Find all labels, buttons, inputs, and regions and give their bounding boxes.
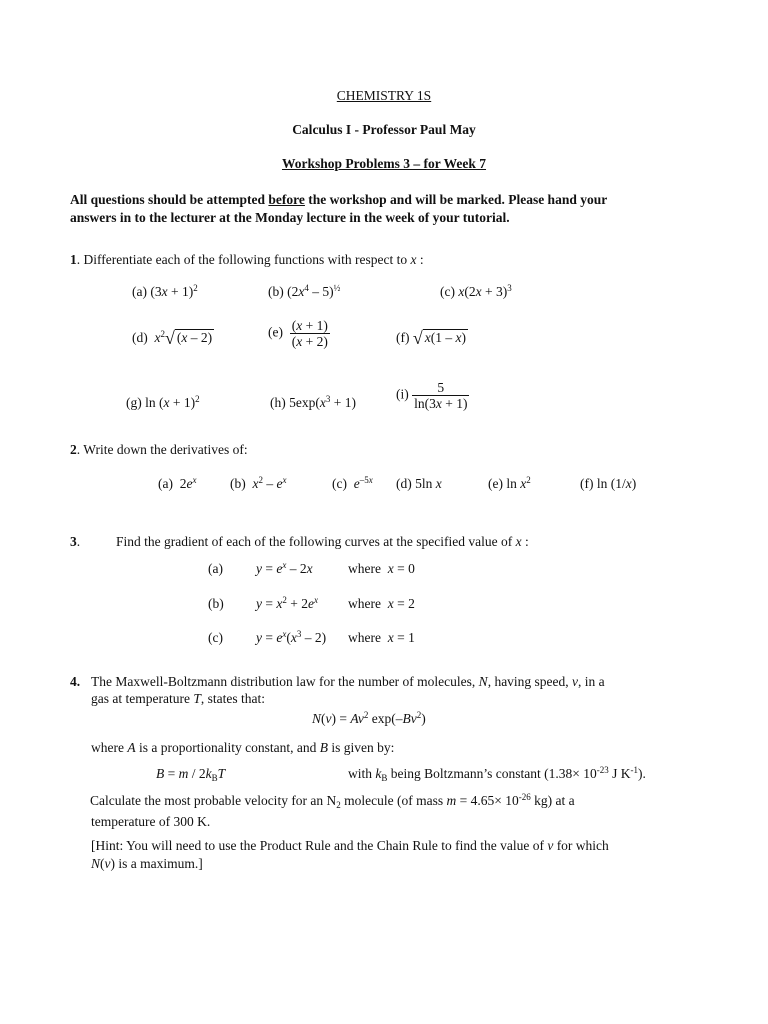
q4-boltzmann-constant: with $k_B$ being Boltzmann’s constant ($1.38\times 10^{-23}$ J $K^{-1}$). [348, 765, 646, 783]
q4-hint-line-1: [Hint: You will need to use the Product Rule and the Chain Rule to find the value of v for which [91, 838, 609, 853]
instructions-line-2: answers in to the lecturer at the Monday lecture in the week of your tutorial. [70, 210, 510, 225]
q3-number: 3. [70, 534, 81, 549]
course-title: CHEMISTRY 1S [336, 88, 432, 103]
q2-prompt: 2. Write down the derivatives of: [70, 442, 248, 457]
q3-b-cond: where x = 2 [348, 596, 415, 611]
worksheet-title: Workshop Problems 3 – for Week 7 [281, 156, 487, 171]
module-title: Calculus I - Professor Paul May [292, 122, 476, 137]
q4-where-line: where A is a proportionality constant, and B is given by: [91, 740, 395, 755]
q3-c-expr: $y = e^x(x^3 - 2)$ [256, 629, 327, 645]
q1-f: (f) √ x(1 – x) [396, 328, 467, 348]
q2-c: (c) $e^{-5x}$ [332, 475, 373, 491]
q3-prompt: Find the gradient of each of the following curves at the specified value of x : [116, 534, 529, 549]
q1-h: (h) $5\exp(x^3 + 1)$ [270, 394, 356, 410]
q3-b-label: (b) [208, 596, 224, 611]
q2-f: (f) ln (1/x) [580, 476, 637, 491]
q4-line-2: gas at temperature T, states that: [91, 691, 265, 706]
q1-d: (d) $x^2√$ (x – 2) [132, 328, 213, 348]
q2-e: (e) $\ln x^2$ [488, 475, 531, 491]
q2-b: (b) $x^2 - e^x$ [230, 475, 287, 491]
q1-prompt: 1. Differentiate each of the following functions with respect to x : [70, 252, 424, 267]
instructions-line-1: All questions should be attempted before the workshop and will be marked. Please hand your [70, 192, 608, 207]
q3-a-expr: $y = e^x - 2x$ [256, 560, 313, 576]
q1-i: (i) $\frac{5}{\ln(3x + 1)}$ [396, 380, 468, 411]
q4-line-1: The Maxwell-Boltzmann distribution law for the number of molecules, N, having speed, v, in a [91, 674, 605, 689]
q4-number: 4. [70, 674, 81, 689]
q3-c-cond: where x = 1 [348, 630, 415, 645]
q1-g: (g) $\ln (x + 1)^2$ [126, 394, 200, 410]
q3-a-cond: where x = 0 [348, 561, 415, 576]
q2-d: (d) 5ln x [396, 476, 442, 491]
q4-calc-line-1: Calculate the most probable velocity for an $N_2$ molecule (of mass $m = 4.65\times 10^{-26}$ kg) at a [90, 792, 575, 810]
q1-c: (c) $x(2x + 3)^3$ [440, 283, 512, 299]
q4-equation: $N(v) = Av^2$ exp(–Bv$^2$) [312, 710, 426, 726]
q3-c-label: (c) [208, 630, 223, 645]
q4-hint-line-2: N(v) is a maximum.] [91, 856, 203, 871]
q3-b-expr: $y = x^2 + 2e^x$ [256, 595, 318, 611]
q4-b-formula: $B = m / 2k_BT$ [156, 766, 226, 783]
q3-a-label: (a) [208, 561, 223, 576]
q1-a: (a) $(3x + 1)^2$ [132, 283, 198, 299]
q1-e: (e) $\frac{(x + 1)}{(x + 2)}$ [268, 318, 328, 349]
q1-b: (b) $(2x^4 - 5)^{\frac{1}{2}}$ [268, 283, 341, 299]
q2-a: (a) $2e^x$ [158, 475, 197, 491]
q4-calc-line-2: temperature of 300 K. [91, 814, 211, 829]
